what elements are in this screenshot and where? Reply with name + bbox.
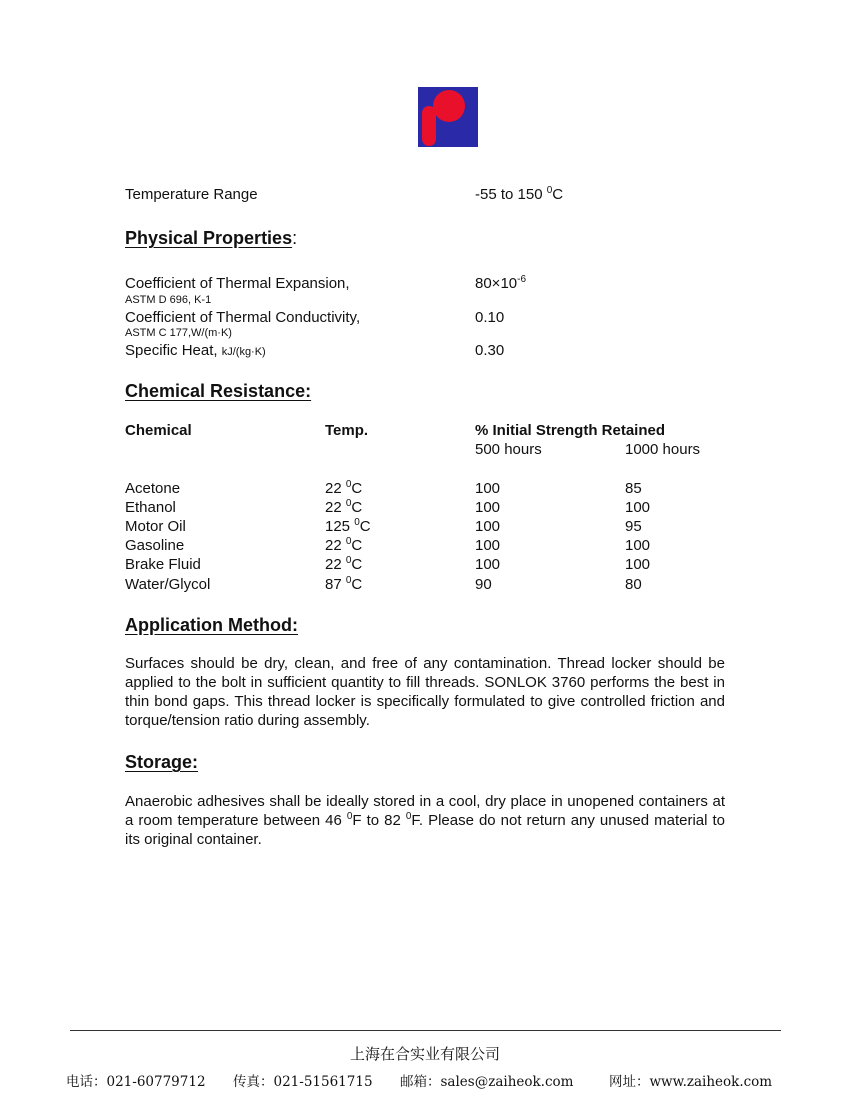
application-method-text: Surfaces should be dry, clean, and free of any contamination. Thread locker should be applied to the bolt in sufficient quantity to fill threads. SONLOK 3760 performs the best in thin bond gaps. This thread locker is specifically formulated to give controlled friction and torque/tension ratio during assembly. [125, 655, 725, 729]
footer-company-name: 上海在合实业有限公司 [349, 1045, 500, 1063]
thermal-expansion-label: Coefficient of Thermal Expansion, [125, 275, 350, 292]
temperature-range-value: -55 to 150 $^0$C [475, 185, 564, 203]
column-temp: Temp. [325, 422, 369, 439]
table-row-500h: 100 [475, 537, 501, 554]
table-row-chemical: Motor Oil [125, 518, 186, 535]
table-row-500h: 100 [475, 480, 501, 497]
table-row-temp: 22 $^0$C [325, 536, 363, 554]
table-row-500h: 100 [475, 518, 501, 535]
column-1000-hours: 1000 hours [625, 441, 701, 458]
table-row-chemical: Ethanol [125, 499, 176, 516]
thermal-conductivity-value: 0.10 [475, 309, 505, 326]
table-row-500h: 90 [475, 576, 492, 593]
column-500-hours: 500 hours [475, 441, 542, 458]
physical-properties-heading: Physical Properties: [125, 228, 298, 248]
table-row-chemical: Water/Glycol [125, 576, 211, 593]
specific-heat-label: Specific Heat, kJ/(kg·K) [125, 342, 266, 359]
table-row-1000h: 100 [625, 499, 651, 516]
temperature-range-label: Temperature Range [125, 186, 258, 203]
storage-heading: Storage: [125, 752, 199, 772]
column-chemical: Chemical [125, 422, 192, 439]
table-row-500h: 100 [475, 499, 501, 516]
chemical-resistance-heading: Chemical Resistance: [125, 381, 312, 401]
footer-phone: 电话：021-60779712 [66, 1074, 206, 1090]
table-row-chemical: Acetone [125, 480, 181, 497]
thermal-conductivity-label: Coefficient of Thermal Conductivity, [125, 309, 361, 326]
table-row-temp: 22 $^0$C [325, 498, 363, 516]
storage-text: Anaerobic adhesives shall be ideally stored in a cool, dry place in unopened containers at a room temperature between 46 $^0$F to 82 $^0$F. Please do not return any unused material to its original container. [125, 793, 726, 848]
table-row-500h: 100 [475, 556, 501, 573]
thermal-conductivity-standard: ASTM C 177,W/(m·K) [125, 327, 232, 339]
application-method-heading: Application Method: [125, 615, 298, 635]
table-row-temp: 87 $^0$C [325, 575, 363, 593]
table-row-1000h: 100 [625, 537, 651, 554]
table-row-1000h: 85 [625, 480, 642, 497]
table-row-temp: 22 $^0$C [325, 479, 363, 497]
company-logo-icon [418, 87, 478, 147]
table-row-temp: 125 $^0$C [325, 517, 371, 535]
table-row-temp: 22 $^0$C [325, 555, 363, 573]
footer-divider [70, 1030, 781, 1031]
table-row-1000h: 95 [625, 518, 642, 535]
footer-fax: 传真：021-51561715 [233, 1074, 373, 1090]
thermal-expansion-standard: ASTM D 696, K-1 [125, 294, 212, 306]
footer-email[interactable]: 邮箱：sales@zaiheok.com [400, 1074, 574, 1090]
table-row-1000h: 100 [625, 556, 651, 573]
table-row-1000h: 80 [625, 576, 642, 593]
thermal-expansion-value: $80\times 10^{-6}$ [475, 274, 527, 292]
specific-heat-value: 0.30 [475, 342, 505, 359]
column-strength-retained: % Initial Strength Retained [475, 422, 666, 439]
table-row-chemical: Gasoline [125, 537, 185, 554]
footer-website[interactable]: 网址：www.zaiheok.com [609, 1074, 773, 1090]
table-row-chemical: Brake Fluid [125, 556, 201, 573]
